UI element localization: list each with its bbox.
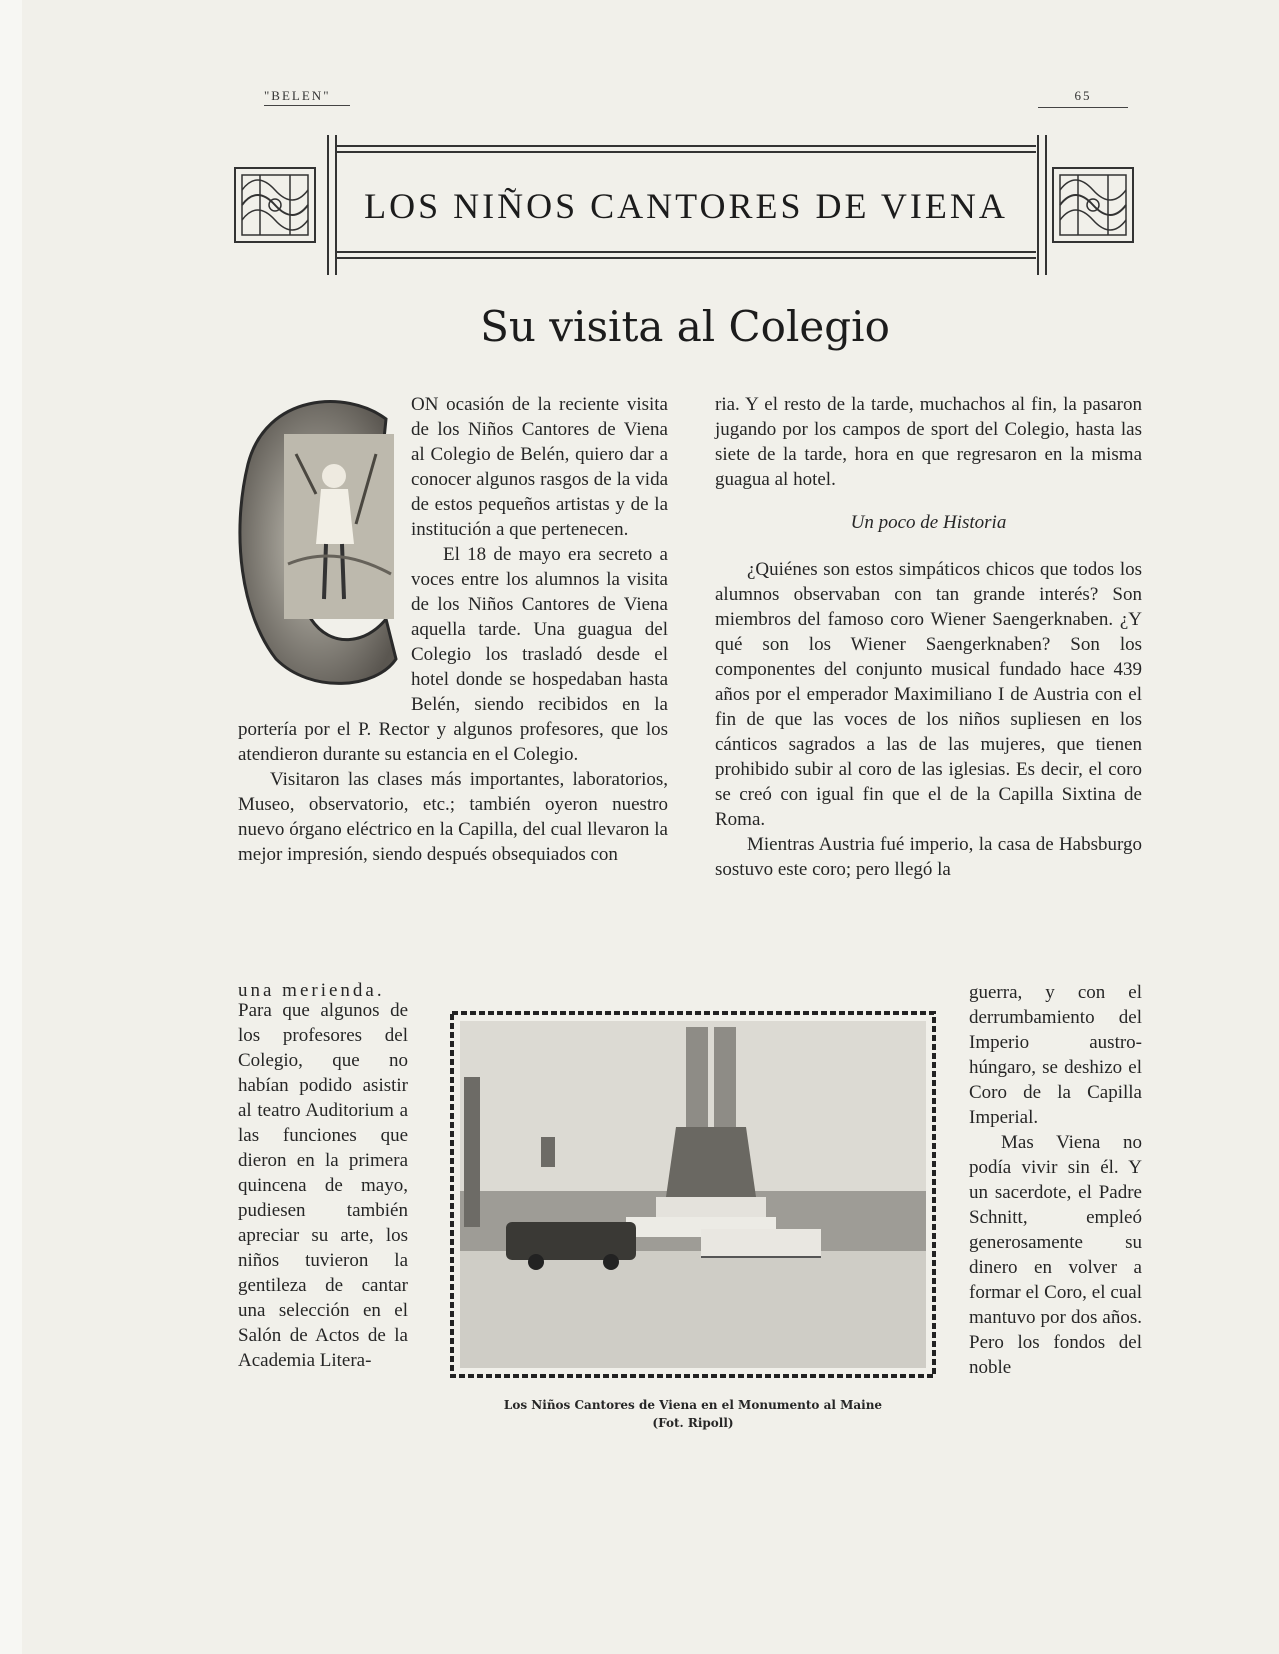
paragraph-professors [238, 998, 408, 1373]
paragraph-afternoon: ria. Y el resto de la tarde, muchachos al fin, la pasaron jugando por los campos de sport del Colegio, hasta las siete de la tarde, hora en que regresaron en la misma guagua al hotel. [715, 394, 1142, 490]
banner-right-rule [1037, 135, 1047, 275]
photo-caption-line2: (Fot. Ripoll) [652, 1416, 734, 1430]
paragraph-classes: Visitaron las clases más importantes, laboratorios, Museo, observatorio, etc.; también oyeron nuestro nuevo órgano eléctrico en la Capilla, del cual llevaron la mejor impresión, siendo después obsequiados con [238, 769, 668, 865]
right-column [715, 392, 1142, 882]
page-edge [0, 0, 22, 1654]
banner-rule-bottom-inner [336, 251, 1036, 253]
paragraph-classes-end: una merienda. [238, 980, 385, 1001]
photo-caption-line1: Los Niños Cantores de Viena en el Monumento al Maine [503, 1398, 883, 1412]
paragraph-schnitt: Mas Viena no podía vivir sin él. Y un sacerdote, el Padre Schnitt, empleó generosamente su dinero en volver a formar el Coro, el cual mantuvo por dos años. Pero los fondos del noble [969, 1132, 1142, 1378]
running-head-rule [264, 105, 350, 106]
banner-rule-top-inner [336, 151, 1036, 153]
banner-title: LOS NIÑOS CANTORES DE VIENA [364, 186, 1008, 226]
photo-caption [446, 1396, 940, 1432]
left-column [238, 392, 668, 867]
right-narrow-column [969, 980, 1142, 1380]
page-number: 65 [1038, 88, 1128, 108]
title-banner [232, 135, 1139, 275]
section-subheading: Un poco de Historia [850, 512, 1007, 533]
article-headline: Su visita al Colegio [480, 302, 890, 351]
banner-rule-top [336, 145, 1036, 147]
paragraph-austria: Mientras Austria fué imperio, la casa de Habsburgo sostuvo este coro; pero llegó la [715, 834, 1142, 880]
paragraph-intro: ON ocasión de la reciente visita de los Niños Cantores de Viena al Colegio de Belén, quiero dar a conocer algunos rasgos de la vida de estos pequeños artistas y de la institución a que pertenecen. [411, 394, 668, 540]
paragraph-professors-text: Para que algunos de los profesores del Colegio, que no habían podido asistir al teatro Auditorium a las funciones que dieron en la primera quincena de mayo, pudiesen también apreciar su arte, los niños tuvieron la gentileza de cantar una selección en el Salón de Actos de la Academia Litera- [238, 1000, 408, 1371]
ornament-left-icon [232, 165, 318, 245]
monument-photo [446, 1007, 940, 1382]
dropcap-c-illustration-icon [236, 394, 401, 694]
paragraph-who: ¿Quiénes son estos simpáticos chicos que todos los alumnos observaban con tan grande interés? Son miembros del famoso coro Wiener Saengerknaben. ¿Y qué son los Wiener Saengerknaben? Son los componentes del conjunto musical fundado hace 439 años por el emperador Maximiliano I de Austria con el fin de que las voces de los niños supliesen en los cánticos sagrados a las de las mujeres, que tienen prohibido subir al coro de las iglesias. Es decir, el coro se creó con igual fin que el de la Capilla Sixtina de Roma. [715, 559, 1142, 830]
ornament-right-icon [1050, 165, 1136, 245]
banner-rule-bottom [336, 257, 1036, 259]
paragraph-visit: El 18 de mayo era secreto a voces entre los alumnos la visita de los Niños Cantores de Viena aquella tarde. Una guagua del Colegio los trasladó desde el hotel donde se hospedaban hasta Belén, siendo recibidos en la portería por el P. Rector y algunos profesores, que los atendieron durante su estancia en el Colegio. [238, 544, 668, 765]
paragraph-austria-cont: guerra, y con el derrumbamiento del Imperio austro-húngaro, se deshizo el Coro de la Capilla Imperial. [969, 982, 1142, 1128]
running-head-title: "BELEN" [264, 88, 331, 103]
